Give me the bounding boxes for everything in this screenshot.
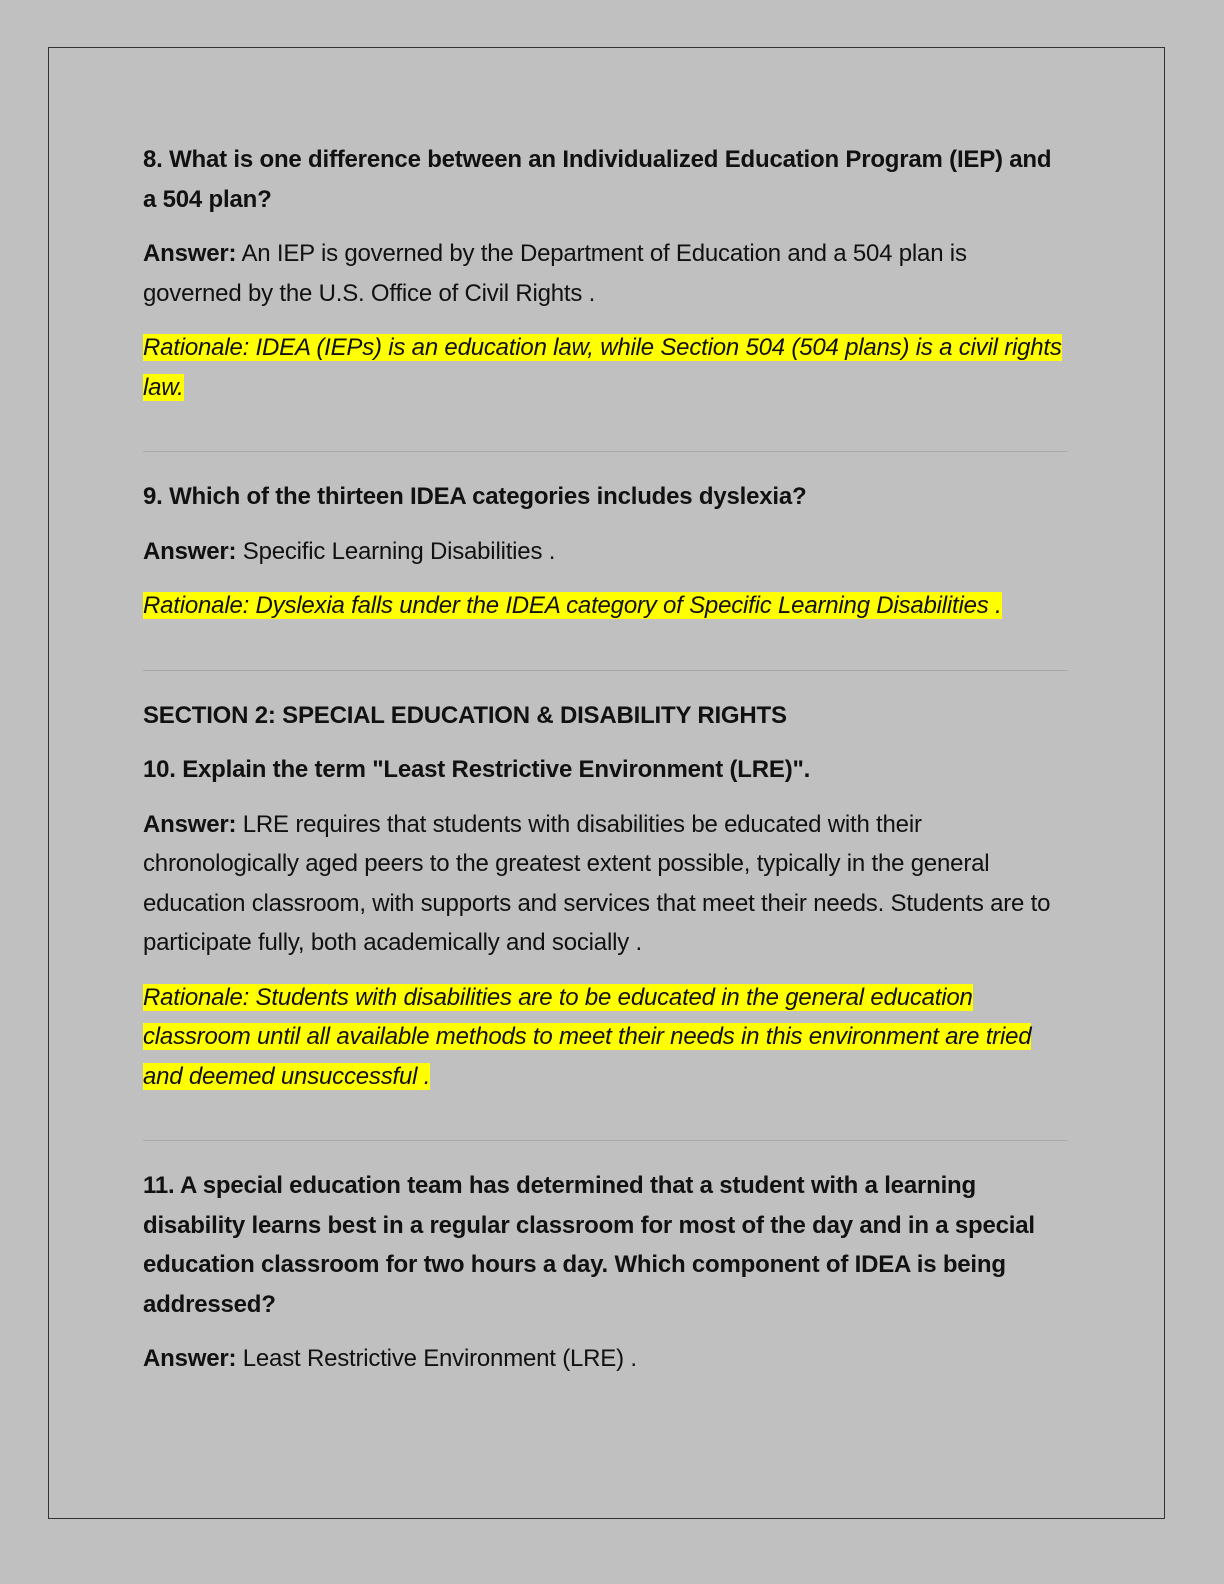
answer-9-text: Specific Learning Disabilities . (236, 537, 556, 565)
rationale-10-text: Rationale: Students with disabilities are to be educated in the general education classroom until all available methods to meet their needs in this environment are tried and deemed unsuccessful . (143, 983, 1032, 1090)
answer-8-text: An IEP is governed by the Department of Education and a 504 plan is governed by the U.S. Office of Civil Rights . (143, 240, 967, 307)
rationale-10 (143, 978, 1068, 1097)
rationale-8 (143, 328, 1068, 407)
question-8: 8. What is one difference between an Individualized Education Program (IEP) and a 504 plan? (143, 146, 1052, 213)
section-2-title: SECTION 2: SPECIAL EDUCATION & DISABILITY RIGHTS (143, 701, 787, 729)
answer-10-text: LRE requires that students with disabilities be educated with their chronologically aged peers to the greatest extent possible, typically in the general education classroom, with supports and services that meet their needs. Students are to participate fully, both academically and socially . (143, 810, 1051, 956)
question-9: 9. Which of the thirteen IDEA categories includes dyslexia? (143, 483, 807, 510)
rationale-9 (143, 586, 1068, 626)
question-10: 10. Explain the term "Least Restrictive Environment (LRE)". (143, 756, 811, 783)
answer-8 (143, 234, 1068, 313)
answer-10 (143, 805, 1068, 963)
rationale-8-text: Rationale: IDEA (IEPs) is an education law, while Section 504 (504 plans) is a civil rights law. (143, 334, 1062, 401)
question-11: 11. A special education team has determined that a student with a learning disability learns best in a regular classroom for most of the day and in a special education classroom for two hours a day. Which component of IDEA is being addressed? (143, 1172, 1035, 1318)
answer-label: Answer: (143, 1345, 237, 1372)
answer-11 (143, 1339, 1068, 1379)
answer-label: Answer: (143, 810, 237, 838)
rationale-9-text: Rationale: Dyslexia falls under the IDEA category of Specific Learning Disabilities . (143, 592, 1002, 619)
answer-11-text: Least Restrictive Environment (LRE) . (236, 1345, 637, 1372)
answer-label: Answer: (143, 537, 237, 565)
answer-9 (143, 532, 1068, 572)
document-content (143, 140, 1068, 1379)
answer-label: Answer: (143, 240, 237, 267)
